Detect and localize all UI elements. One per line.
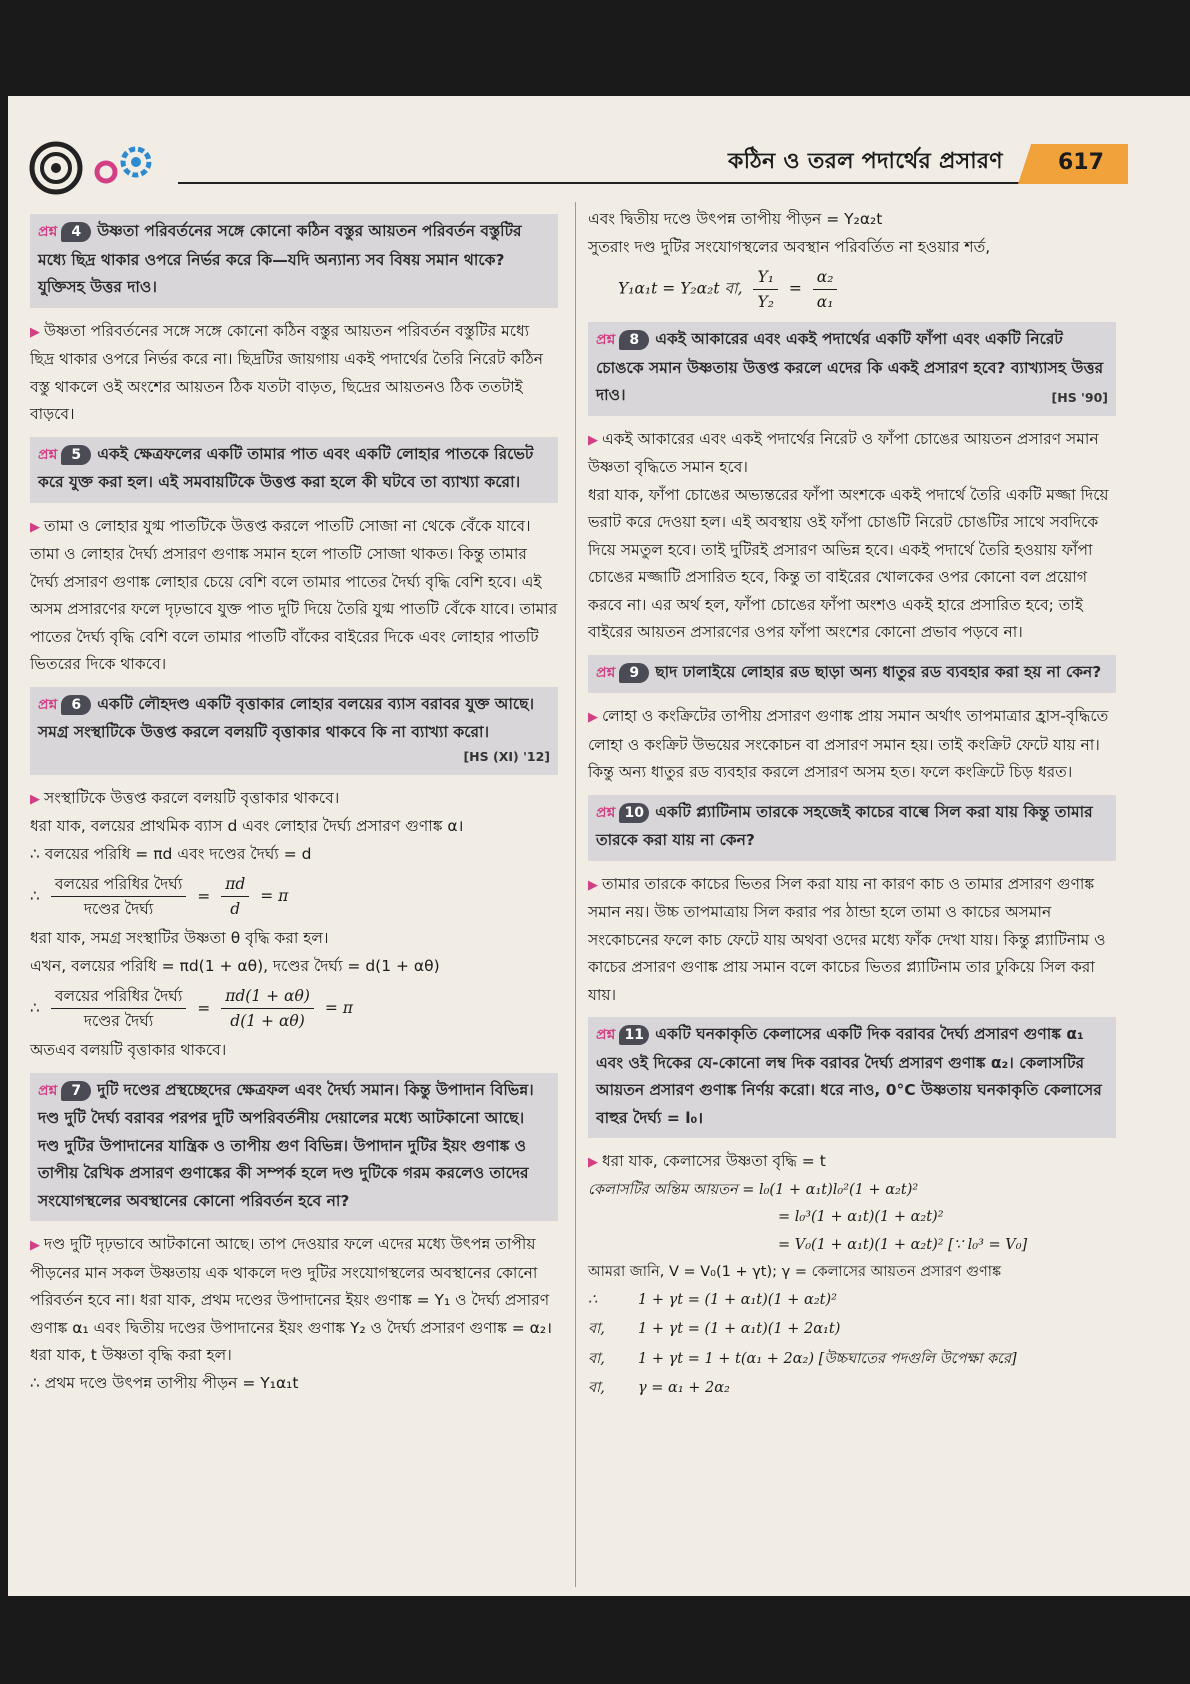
answer-arrow-icon: ▶ [30,791,40,807]
derivation-label: ∴ [588,1291,598,1308]
derivation-step: γ = α₁ + 2α₂ [638,1380,730,1396]
equation-1: ∴ $\frac{\text{বলয়ের পরিধির দৈর্ঘ্য}}{\text{দণ্ডের দৈর্ঘ্য}}$ = $\frac{\pi d}{d}$ = π [30,872,558,921]
answer-10 [588,871,1116,1010]
question-text: একই ক্ষেত্রফলের একটি তামার পাত এবং একটি লোহার পাতকে রিভেট করে যুক্ত করা হল। এই সমবায়টিকে উত্তপ্ত করা হলে কী ঘটবে তা ব্যাখ্যা করো। [38,444,534,491]
question-number: 10 [619,803,649,823]
question-number: 5 [61,445,91,465]
fraction-numerator: Y₁ [753,265,777,290]
equation-lhs: Y₁α₁t = Y₂α₂t বা, [618,279,743,298]
equation-condition [588,265,1116,314]
left-column [30,206,558,1403]
answer-9 [588,703,1116,787]
answer-text: তামার তারকে কাচের ভিতর সিল করা যায় না কারণ কাচ ও তামার প্রসারণ গুণাঙ্ক সমান নয়। উচ্চ তাপমাত্রায় সিল করার পর ঠান্ডা হলে তামা ও কাচের অসমান সংকোচনের ফলে কাচ ফেটে যায় অথবা ওদের মধ্যে ফাঁক দেখা যায়। কিন্তু প্ল্যাটিনাম ও কাচের প্রসারণ গুণাঙ্ক প্রায় সমান বলে কাচের ভিতর প্ল্যাটিনাম তার ঢুকিয়ে সিল করা যায়। [588,874,1106,1004]
question-number: 4 [61,222,91,242]
equation-result: = π [260,887,289,905]
answer-paragraph: তামা ও লোহার দৈর্ঘ্য প্রসারণ গুণাঙ্ক সমান হলে পাতটি সোজা থাকত। কিন্তু তামার দৈর্ঘ্য প্রসারণ গুণাঙ্ক লোহার চেয়ে বেশি বলে তামার পাতের দৈর্ঘ্য বৃদ্ধি বেশি হবে। এই অসম প্রসারণের ফলে দৃঢ়ভাবে যুক্ত পাত দুটি দিয়ে তৈরি যুগ্ম পাতটি বেঁকে যাবে। তামার পাতের দৈর্ঘ্য বৃদ্ধি বেশি বলে তামার পাতটি বাঁকের বাইরের দিকে এবং লোহার পাতটি ভিতরের দিকে থাকবে। [30,545,558,673]
ratio-value-fraction [221,872,249,921]
right-column [588,206,1116,1409]
fraction-denominator: d(1 + αθ) [230,1012,305,1030]
question-tag: প্রশ্ন [38,446,58,463]
answer-line: ধরা যাক, t উষ্ণতা বৃদ্ধি করা হল। [30,1346,232,1364]
answer-text: লোহা ও কংক্রিটের তাপীয় প্রসারণ গুণাঙ্ক প্রায় সমান অর্থাৎ তাপমাত্রার হ্রাস-বৃদ্ধিতে লোহা ও কংক্রিট উভয়ের সংকোচন বা প্রসারণ সমান হয়। তাই কংক্রিট ফেটে যায় না। কিন্তু অন্য ধাতুর রড ব্যবহার করলে প্রসারণ অসম হত। ফলে কংক্রিটে চিড় ধরত। [588,707,1109,781]
header-rule [178,182,1028,184]
question-text: একই আকারের এবং একই পদার্থের একটি ফাঁপা এবং একটি নিরেট চোঙকে সমান উষ্ণতায় উত্তপ্ত করলে এদের কি একই প্রসারণ হবে? ব্যাখ্যাসহ উত্তর দাও। [596,330,1104,404]
question-text: দুটি দণ্ডের প্রস্থচ্ছেদের ক্ষেত্রফল এবং দৈর্ঘ্য সমান। কিন্তু উপাদান বিভিন্ন। দণ্ড দুটি দৈর্ঘ্য বরাবর পরপর দুটি অপরিবর্তনীয় দেয়ালের মধ্যে আটকানো আছে। দণ্ড দুটির উপাদানের যান্ত্রিক ও তাপীয় গুণ বিভিন্ন। উপাদান দুটির ইয়ং গুণাঙ্ক ও তাপীয় রৈখিক প্রসারণ গুণাঙ্কের কী সম্পর্ক হলে দণ্ড দুটিকে গরম করলেও তাদের সংযোগস্থলের অবস্থানের কোনো পরিবর্তন হবে না? [38,1080,534,1210]
question-text: একটি প্ল্যাটিনাম তারকে সহজেই কাচের বাল্বে সিল করা যায় কিন্তু তামার তারকে করা যায় না কেন? [596,802,1093,849]
question-tag: প্রশ্ন [596,804,616,821]
answer-7 [30,1231,558,1397]
derivation-step: 1 + γt = 1 + t(α₁ + 2α₂) [উচ্চঘাতের পদগুলি উপেক্ষা করে] [638,1350,1017,1367]
ratio-fraction [51,984,187,1033]
known-relation: আমরা জানি, V = V₀(1 + γt); γ = কেলাসের আয়তন প্রসারণ গুণাঙ্ক [588,1264,1002,1280]
fraction-denominator: Y₂ [757,293,774,311]
derivation-step: 1 + γt = (1 + α₁t)(1 + α₂t)² [638,1291,837,1308]
question-text: উষ্ণতা পরিবর্তনের সঙ্গে কোনো কঠিন বস্তুর আয়তন পরিবর্তন বস্তুটির মধ্যে ছিদ্র থাকার ওপরে নির্ভর করে কি—যদি অন্যান্য সব বিষয় সমান থাকে? যুক্তিসহ উত্তর দাও। [38,222,522,296]
answer-paragraph: ধরা যাক, ফাঁপা চোঙের অভ্যন্তরের ফাঁপা অংশকে একই পদার্থে তৈরি একটি মজ্জা দিয়ে ভরাট করে দেওয়া হল। এই অবস্থায় ওই ফাঁপা চোঙটি নিরেট চোঙটির সাথে সবদিকে দিয়ে সমতুল হবে। তাই দুটিরই প্রসারণ অভিন্ন হবে। একই পদার্থে তৈরি হওয়ায় ফাঁপা চোঙের মজ্জাটি প্রসারিত হবে, কিন্তু তা বাইরের খোলকের ওপর কোনো বল প্রয়োগ করবে না। এর অর্থ হল, ফাঁপা চোঙের ফাঁপা অংশও একই হারে প্রসারিত হবে; তাই বাইরের আয়তন প্রসারণের ওপর ফাঁপা অংশের কোনো প্রভাব পড়বে না। [588,485,1109,641]
textbook-page [8,96,1190,1596]
equation-2: ∴ $\frac{\text{বলয়ের পরিধির দৈর্ঘ্য}}{\text{দণ্ডের দৈর্ঘ্য}}$ = $\frac{\pi d(1 + \alpha\theta)}{d(1 + \alpha\theta)}$ = π [30,984,558,1033]
answer-arrow-icon: ▶ [588,432,598,448]
question-number: 8 [619,330,649,350]
answer-arrow-icon: ▶ [588,710,598,725]
question-5 [30,437,558,503]
fraction-denominator: দণ্ডের দৈর্ঘ্য [83,900,154,918]
answer-text: সংস্থাটিকে উত্তপ্ত করলে বলয়টি বৃত্তাকার থাকবে। [44,788,340,807]
fraction-numerator: α₂ [813,265,838,290]
question-tag: প্রশ্ন [38,1082,58,1099]
question-7 [30,1073,558,1222]
answer-line: অতএব বলয়টি বৃত্তাকার থাকবে। [30,1041,227,1059]
question-6 [30,687,558,775]
question-text: একটি লৌহদণ্ড একটি বৃত্তাকার লোহার বলয়ের ব্যাস বরাবর যুক্ত আছে। সমগ্র সংস্থাটিকে উত্তপ্ত করলে বলয়টি বৃত্তাকার থাকবে কি না ব্যাখ্যা করো। [38,694,535,741]
volume-line: = l₀³(1 + α₁t)(1 + α₂t)² [778,1209,944,1225]
page-header [8,96,1190,196]
answer-arrow-icon: ▶ [30,324,40,340]
derivation-label: বা, [588,1350,605,1367]
fraction-numerator: বলয়ের পরিধির দৈর্ঘ্য [51,872,187,897]
answer-text: ধরা যাক, কেলাসের উষ্ণতা বৃদ্ধি = t [602,1152,826,1170]
young-ratio-fraction [753,265,777,314]
question-8 [588,322,1116,416]
fraction-denominator: দণ্ডের দৈর্ঘ্য [83,1012,154,1030]
answer-11 [588,1148,1116,1403]
exam-reference: [HS '90] [1051,390,1108,405]
fraction-numerator: πd [221,872,249,897]
answer-line: এখন, বলয়ের পরিধি = πd(1 + αθ), দণ্ডের দৈর্ঘ্য = d(1 + αθ) [30,956,440,975]
answer-arrow-icon: ▶ [588,877,598,893]
answer-arrow-icon: ▶ [30,519,40,535]
therefore-symbol: ∴ [30,887,40,905]
answer-arrow-icon: ▶ [30,1238,40,1253]
alpha-ratio-fraction [813,265,838,314]
answer-6 [30,785,558,1065]
answer-line: ∴ প্রথম দণ্ডে উৎপন্ন তাপীয় পীড়ন = Y₁α₁t [30,1373,299,1392]
head-gear-logo-icon [26,136,166,196]
fraction-denominator: d [230,900,241,918]
fraction-numerator: বলয়ের পরিধির দৈর্ঘ্য [51,984,187,1009]
question-4 [30,214,558,308]
volume-line: = V₀(1 + α₁t)(1 + α₂t)² [∵ l₀³ = V₀] [778,1236,1028,1253]
question-tag: প্রশ্ন [596,664,616,681]
answer-line: ধরা যাক, সমগ্র সংস্থাটির উষ্ণতা θ বৃদ্ধি করা হল। [30,929,329,947]
ratio-fraction [51,872,187,921]
answer-text: উষ্ণতা পরিবর্তনের সঙ্গে সঙ্গে কোনো কঠিন বস্তুর আয়তন পরিবর্তন বস্তুটির মধ্যে ছিদ্র থাকার ওপরে নির্ভর করে না। ছিদ্রটির জায়গায় একই পদার্থের তৈরি নিরেট কঠিন বস্তু থাকলে ওই অংশের আয়তন ঠিক যতটা বাড়ত, ছিদ্রের আয়তনও ঠিক ততটাই বাড়বে। [30,321,544,423]
question-number: 11 [619,1025,649,1045]
ratio-value-fraction [221,984,314,1033]
answer-text: তামা ও লোহার যুগ্ম পাতটিকে উত্তপ্ত করলে পাতটি সোজা না থেকে বেঁকে যাবে। [44,516,531,535]
question-11 [588,1017,1116,1138]
answer-text: একই আকারের এবং একই পদার্থের নিরেট ও ফাঁপা চোঙের আয়তন প্রসারণ সমান উষ্ণতা বৃদ্ধিতে সমান হবে। [588,429,1099,476]
answer-line: ∴ বলয়ের পরিধি = πd এবং দণ্ডের দৈর্ঘ্য = d [30,844,312,863]
question-10 [588,795,1116,861]
answer-7-continued [588,206,1116,314]
exam-reference: [HS (XI) '12] [463,749,550,764]
fraction-numerator: πd(1 + αθ) [221,984,314,1009]
derivation [588,1287,1116,1403]
answer-line: ধরা যাক, বলয়ের প্রাথমিক ব্যাস d এবং লোহার দৈর্ঘ্য প্রসারণ গুণাঙ্ক α। [30,817,464,835]
equals-sign: = [788,279,802,298]
question-number: 7 [61,1081,91,1101]
column-divider [575,202,576,1587]
derivation-label: বা, [588,1321,605,1337]
derivation-step: 1 + γt = (1 + α₁t)(1 + 2α₁t) [638,1321,841,1337]
answer-text: দণ্ড দুটি দৃঢ়ভাবে আটকানো আছে। তাপ দেওয়ার ফলে এদের মধ্যে উৎপন্ন তাপীয় পীড়নের মান সকল উষ্ণতায় এক থাকলে দণ্ড দুটির সংযোগস্থলের অবস্থানের কোনো পরিবর্তন হবে না। ধরা যাক, প্রথম দণ্ডের উপাদানের ইয়ং গুণাঙ্ক = Y₁ ও দৈর্ঘ্য প্রসারণ গুণাঙ্ক α₁ এবং দ্বিতীয় দণ্ডের উপাদানের ইয়ং গুণাঙ্ক Y₂ ও দৈর্ঘ্য প্রসারণ গুণাঙ্ক = α₂। [30,1235,552,1337]
question-tag: প্রশ্ন [38,696,58,713]
question-text: ছাদ ঢালাইয়ে লোহার রড ছাড়া অন্য ধাতুর রড ব্যবহার করা হয় না কেন? [655,662,1102,681]
therefore-symbol: ∴ [30,999,40,1017]
equation-result: = π [324,999,353,1017]
answer-line: এবং দ্বিতীয় দণ্ডে উৎপন্ন তাপীয় পীড়ন = Y₂α₂t [588,210,883,228]
answer-5 [30,513,558,679]
chapter-title: কঠিন ও তরল পদার্থের প্রসারণ [728,149,1003,174]
question-tag: প্রশ্ন [596,1027,616,1043]
fraction-denominator: α₁ [816,293,834,311]
question-number: 6 [61,695,91,715]
question-number: 9 [619,663,649,683]
answer-8 [588,426,1116,647]
question-9 [588,655,1116,694]
answer-arrow-icon: ▶ [588,1155,598,1170]
page-number: 617 [1058,150,1104,175]
question-tag: প্রশ্ন [38,224,58,240]
derivation-label: বা, [588,1380,605,1396]
volume-line: কেলাসটির অন্তিম আয়তন = l₀(1 + α₁t)l₀²(1 + α₂t)² [588,1181,919,1198]
question-tag: প্রশ্ন [596,332,616,348]
question-text: একটি ঘনকাকৃতি কেলাসের একটি দিক বরাবর দৈর্ঘ্য প্রসারণ গুণাঙ্ক α₁ এবং ওই দিকের যে-কোনো লম্ব দিক বরাবর দৈর্ঘ্য প্রসারণ গুণাঙ্ক α₂। কেলাসটির আয়তন প্রসারণ গুণাঙ্ক নির্ণয় করো। ধরে নাও, 0°C উষ্ণতায় ঘনকাকৃতি কেলাসের বাহুর দৈর্ঘ্য = l₀। [596,1025,1102,1127]
answer-line: সুতরাং দণ্ড দুটির সংযোগস্থলের অবস্থান পরিবর্তিত না হওয়ার শর্ত, [588,237,991,256]
answer-4 [30,318,558,429]
